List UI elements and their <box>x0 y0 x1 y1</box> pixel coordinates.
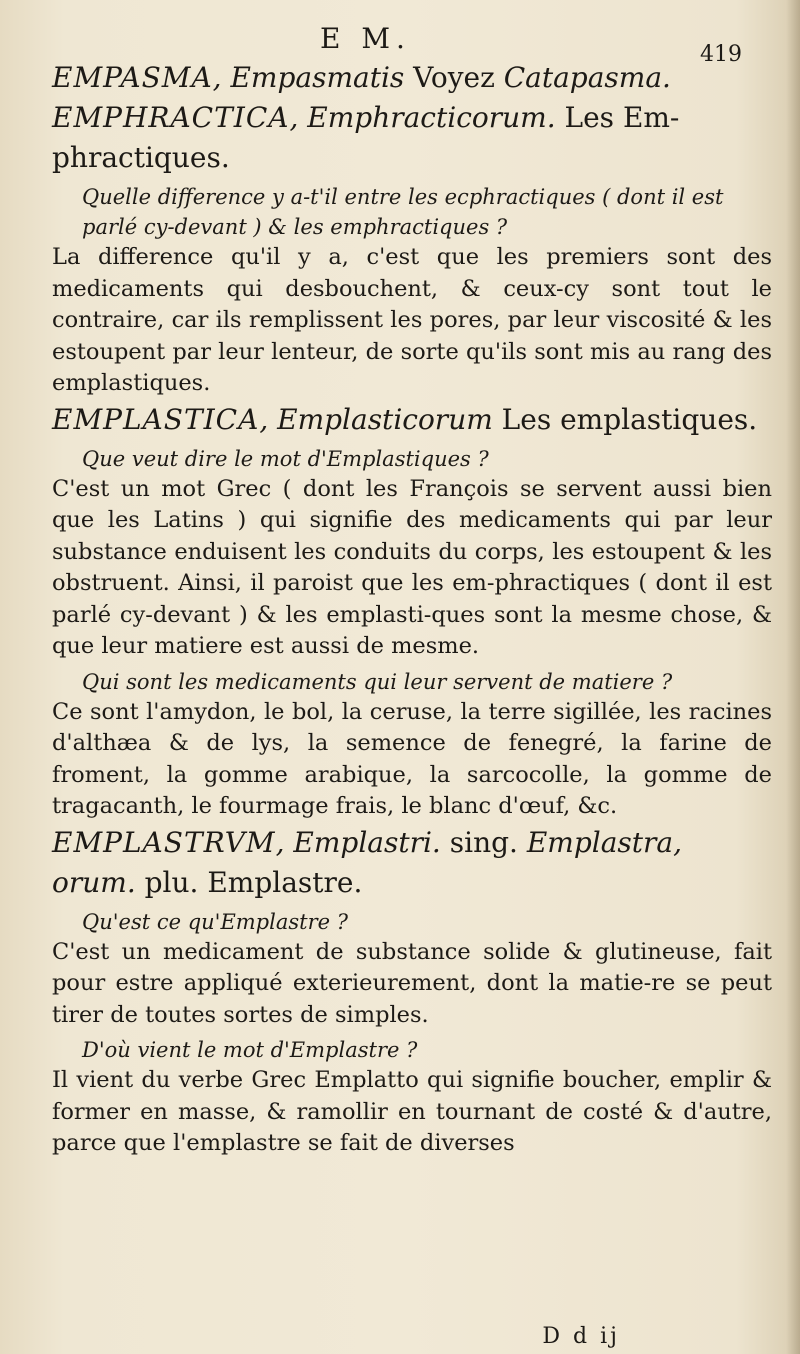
question: Quelle difference y a-t'il entre les ecphractiques ( dont il est parlé cy-devant ) & les emphractiques ? <box>82 185 724 239</box>
headword: EMPLASTICA <box>52 402 260 436</box>
question: D'où vient le mot d'Emplastre ? <box>82 1038 418 1062</box>
genitive: , Emplasticorum <box>259 402 493 436</box>
entry-empasma <box>52 58 772 98</box>
gloss: Voyez <box>404 61 504 94</box>
running-head: E M. <box>320 22 411 55</box>
headword: EMPHRACTICA <box>52 101 290 134</box>
gloss: Les emplastiques. <box>492 402 758 436</box>
genitive-plural: Emplastra, orum. <box>52 825 682 899</box>
gloss: Les Em-phractiques. <box>52 101 680 174</box>
genitive: , Emplastri. <box>275 825 441 859</box>
answer: C'est un mot Grec ( dont les François se servent aussi bien que les Latins ) qui signifie des medicaments qui par leur substance enduisent les conduits du corps, les estoupent & les obstruent. Ainsi, il paroist que les em-phractiques ( dont il est parlé cy-devant ) & les emplasti-ques sont la mesme chose, & que leur matiere est aussi de mesme. <box>52 475 772 659</box>
answer: Ce sont l'amydon, le bol, la ceruse, la terre sigillée, les racines d'althæa & de lys, la semence de fenegré, la farine de froment, la gomme arabique, la sarcocolle, la gomme de tragacanth, le fourmage frais, le blanc d'œuf, &c. <box>52 698 772 819</box>
gloss-plural: plu. Emplastre. <box>135 865 363 899</box>
page-header <box>50 22 770 67</box>
entry-emplastrum <box>52 823 772 903</box>
answer: La difference qu'il y a, c'est que les premiers sont des medicaments qui desbouchent, & ceux-cy sont tout le contraire, car ils remplissent les pores, par leur viscosité & les estoupent par leur lenteur, de sorte qu'ils sont mis au rang des emplastiques. <box>52 244 772 396</box>
genitive: , Emphracticorum. <box>289 101 556 134</box>
catchword: D d ij <box>542 1324 620 1349</box>
entry-emphractica <box>52 98 772 178</box>
page-edge-shadow <box>786 0 800 1354</box>
question: Qu'est ce qu'Emplastre ? <box>82 909 348 934</box>
cross-reference: Catapasma. <box>503 61 671 94</box>
question: Que veut dire le mot d'Emplastiques ? <box>82 446 489 471</box>
answer: Il vient du verbe Grec Emplatto qui signifie boucher, emplir & former en masse, & ramollir en tournant de costé & d'autre, parce que l'emplastre se fait de diverses <box>52 1067 772 1156</box>
question: Qui sont les medicaments qui leur servent de matiere ? <box>82 669 673 694</box>
entry-emplastica <box>52 400 772 440</box>
headword: EMPASMA <box>52 61 213 94</box>
dictionary-content <box>52 58 772 1160</box>
genitive: , Empasmatis <box>212 61 405 94</box>
answer: C'est un medicament de substance solide & glutineuse, fait pour estre appliqué exterieurement, dont la matie-re se peut tirer de toutes sortes de simples. <box>52 938 772 1028</box>
page-number: 419 <box>700 42 742 67</box>
headword: EMPLASTRVM <box>52 825 276 859</box>
gloss: sing. <box>440 825 527 859</box>
